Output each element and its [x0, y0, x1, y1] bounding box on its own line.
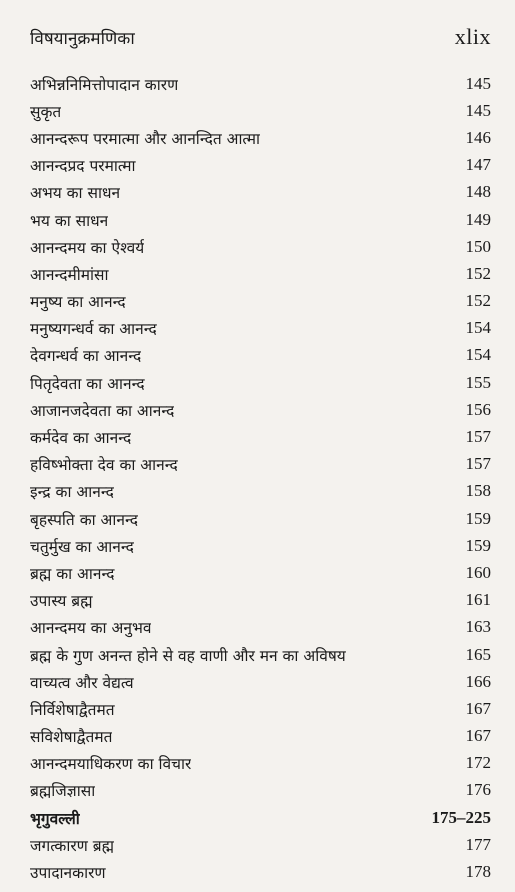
toc-entry [30, 478, 491, 505]
toc-entry [30, 233, 491, 260]
toc-entry [30, 532, 491, 559]
toc-entry [30, 831, 491, 858]
toc-entry [30, 695, 491, 722]
toc-entry-title: इन्द्र का आनन्द [30, 483, 114, 502]
toc-entry-page: 157 [465, 454, 491, 474]
toc-entry-title: हविष्भोक्ता देव का आनन्द [30, 456, 178, 475]
toc-entry [30, 260, 491, 287]
toc-entry [30, 342, 491, 369]
toc-entry-page: 156 [465, 399, 491, 419]
toc-entry [30, 668, 491, 695]
toc-entry-page: 146 [465, 127, 491, 147]
toc-entry-page: 161 [465, 590, 491, 610]
toc-entry-page: 158 [465, 481, 491, 501]
toc-entry [30, 369, 491, 396]
toc-entry-title: आनन्दरूप परमात्मा और आनन्दित आत्मा [30, 129, 261, 148]
toc-entry [30, 777, 491, 804]
toc-entry-title: ब्रह्म का आनन्द [30, 564, 115, 583]
toc-entry-page: 154 [465, 318, 491, 338]
toc-entry-title: ब्रह्म के गुण अनन्त होने से वह वाणी और मन का अविषय [30, 646, 346, 665]
toc-entry-title: अभिन्ननिमित्तोपादान कारण [30, 75, 179, 94]
toc-entry [30, 723, 491, 750]
toc-entry-page: 159 [465, 535, 491, 555]
toc-entry [30, 858, 491, 885]
toc-entry-title: मनुष्यगन्धर्व का आनन्द [30, 320, 157, 339]
toc-entry-title: आनन्दमय का अनुभव [30, 619, 152, 638]
toc-entry [30, 423, 491, 450]
toc-entry-title: आनन्दमय का ऐश्वर्य [30, 238, 145, 257]
toc-entry-page: 159 [465, 508, 491, 528]
toc-entry-page: 165 [465, 644, 491, 664]
toc-entry-page: 177 [465, 834, 491, 854]
toc-entry [30, 641, 491, 668]
toc-entry-page: 150 [465, 236, 491, 256]
toc-entry-title: उपादानकारण [30, 864, 106, 883]
toc-entry-page: 160 [465, 562, 491, 582]
toc-entry-page: 157 [465, 427, 491, 447]
toc-entry [30, 70, 491, 97]
toc-entry-page: 167 [465, 726, 491, 746]
toc-entry-title: आनन्दमयाधिकरण का विचार [30, 755, 192, 774]
toc-entry [30, 124, 491, 151]
toc-entry [30, 206, 491, 233]
toc-entry-page: 145 [465, 100, 491, 120]
toc-entry-page: 155 [465, 372, 491, 392]
toc-entry-page: 163 [465, 617, 491, 637]
toc-entry-title: सुकृत [30, 102, 62, 121]
toc-entry [30, 451, 491, 478]
toc-entry [30, 179, 491, 206]
toc-entry-title: उपास्य ब्रह्म [30, 592, 93, 611]
page-header [30, 22, 491, 52]
toc-entry [30, 505, 491, 532]
toc-entry-title: आनन्दप्रद परमात्मा [30, 157, 136, 176]
toc-entry [30, 559, 491, 586]
toc-entry [30, 614, 491, 641]
running-header-title: विषयानुक्रमणिका [30, 28, 135, 49]
toc-entry-title: आनन्दमीमांसा [30, 265, 109, 284]
toc-entry-title: ब्रह्मजिज्ञासा [30, 782, 96, 801]
toc-entry-title: मनुष्य का आनन्द [30, 293, 126, 312]
toc-entry-page: 152 [465, 291, 491, 311]
toc-entry-page: 149 [465, 209, 491, 229]
toc-entry-page: 145 [465, 73, 491, 93]
toc-section-heading [30, 804, 491, 831]
toc-entry-page: 175–225 [431, 807, 491, 827]
toc-entry-title: अभय का साधन [30, 184, 121, 203]
toc-entry-page: 167 [465, 698, 491, 718]
toc-entry-page: 172 [465, 753, 491, 773]
toc-entry-title: चतुर्मुख का आनन्द [30, 537, 134, 556]
toc-entry [30, 750, 491, 777]
toc-entry [30, 396, 491, 423]
toc-entry-title: बृहस्पति का आनन्द [30, 510, 139, 529]
page-number: xlix [454, 24, 491, 49]
toc-entry [30, 315, 491, 342]
toc-entry [30, 97, 491, 124]
toc-entry-page: 147 [465, 155, 491, 175]
toc-entry-page: 178 [465, 862, 491, 882]
toc-entry-title: भृगुवल्ली [30, 809, 80, 828]
toc-entry-title: देवगन्धर्व का आनन्द [30, 347, 142, 366]
toc-entry [30, 587, 491, 614]
toc-entry-page: 176 [465, 780, 491, 800]
toc-entry-page: 148 [465, 182, 491, 202]
toc-entry [30, 288, 491, 315]
toc-entry-title: पितृदेवता का आनन्द [30, 374, 145, 393]
toc-entry-title: भय का साधन [30, 211, 109, 230]
toc-entry-page: 152 [465, 263, 491, 283]
table-of-contents [30, 70, 491, 886]
toc-entry-page: 154 [465, 345, 491, 365]
toc-entry-title: जगत्कारण ब्रह्म [30, 836, 115, 855]
toc-entry-title: सविशेषाद्वैतमत [30, 728, 113, 747]
toc-entry-title: वाच्यत्व और वेद्यत्व [30, 673, 134, 692]
toc-entry [30, 152, 491, 179]
toc-entry-title: निर्विशेषाद्वैतमत [30, 700, 115, 719]
toc-entry-title: कर्मदेव का आनन्द [30, 429, 132, 448]
toc-entry-page: 166 [465, 671, 491, 691]
toc-entry-title: आजानजदेवता का आनन्द [30, 401, 175, 420]
